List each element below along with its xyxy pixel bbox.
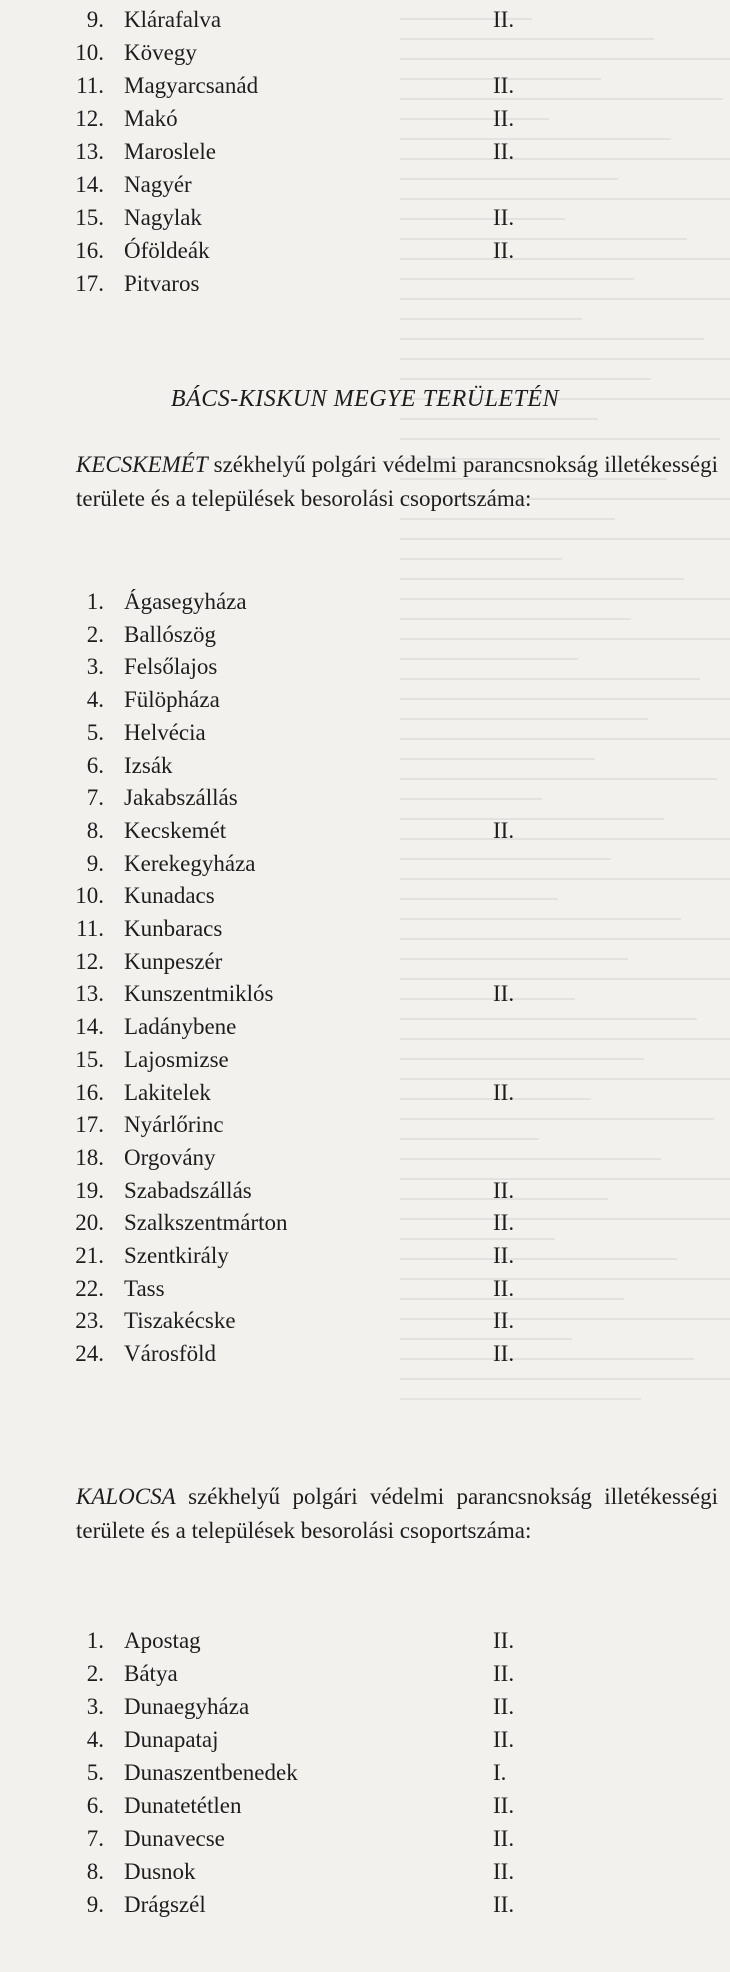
settlement-name: Kunpeszér <box>124 948 223 974</box>
settlement-name: Dusnok <box>124 1859 196 1884</box>
item-number: 1. <box>86 1628 104 1653</box>
item-number: 19. <box>75 1177 104 1203</box>
settlement-name: Makó <box>124 106 178 131</box>
item-number: 12. <box>75 948 104 974</box>
group-number: II. <box>493 73 515 98</box>
item-number: 7. <box>86 785 104 811</box>
item-number: 5. <box>86 1760 104 1785</box>
item-number: 16. <box>75 1079 104 1105</box>
settlement-name: Szentkirály <box>124 1243 229 1268</box>
settlement-name: Kerekegyháza <box>124 850 256 876</box>
item-number: 17. <box>75 1112 104 1138</box>
settlement-name: Ladánybene <box>124 1014 237 1040</box>
settlement-name: Dunaegyháza <box>124 1694 250 1719</box>
item-number: 13. <box>75 981 104 1007</box>
group-number: II. <box>493 1793 515 1818</box>
settlement-name: Izsák <box>124 752 173 778</box>
group-number: II. <box>493 1275 515 1301</box>
settlement-name: Kunszentmiklós <box>124 981 274 1007</box>
item-number: 12. <box>75 106 104 131</box>
group-number: II. <box>493 1308 515 1334</box>
settlement-name: Nyárlőrinc <box>124 1112 224 1138</box>
settlement-name: Fülöpháza <box>124 687 220 713</box>
settlement-name: Városföld <box>124 1341 216 1367</box>
item-number: 8. <box>86 817 104 843</box>
settlement-name: Klárafalva <box>124 7 222 32</box>
kecskemet-intro <box>76 448 718 516</box>
item-number: 24. <box>75 1341 104 1367</box>
kecskemet-city-name: KECSKEMÉT <box>76 452 208 477</box>
settlement-name: Kunbaracs <box>124 916 223 941</box>
item-number: 22. <box>75 1275 104 1301</box>
item-number: 6. <box>86 752 104 778</box>
group-number: II. <box>493 1694 515 1719</box>
group-number: II. <box>493 238 515 263</box>
item-number: 10. <box>75 883 104 909</box>
group-number: II. <box>493 1079 515 1105</box>
settlement-name: Lajosmizse <box>124 1046 229 1072</box>
group-number: II. <box>493 1210 515 1236</box>
item-number: 14. <box>75 1014 104 1040</box>
group-number: II. <box>493 1341 515 1367</box>
settlement-name: Dunavecse <box>124 1826 225 1851</box>
item-number: 13. <box>75 139 104 164</box>
settlement-name: Helvécia <box>124 719 206 745</box>
settlement-name: Ágasegyháza <box>124 589 247 614</box>
item-number: 9. <box>86 850 104 876</box>
item-number: 8. <box>86 1859 104 1884</box>
item-number: 11. <box>76 73 104 98</box>
item-number: 11. <box>76 916 104 941</box>
item-number: 7. <box>86 1826 104 1851</box>
group-number: II. <box>493 205 515 230</box>
group-number: II. <box>493 1859 515 1884</box>
kalocsa-intro <box>76 1480 718 1548</box>
settlement-name: Dunaszentbenedek <box>124 1760 298 1785</box>
bleed-through-text <box>400 0 730 1972</box>
group-number: II. <box>493 139 515 164</box>
settlement-name: Bátya <box>124 1661 178 1686</box>
settlement-name: Szabadszállás <box>124 1177 252 1203</box>
item-number: 2. <box>86 621 104 647</box>
group-number: II. <box>493 1243 515 1268</box>
item-number: 21. <box>75 1243 104 1268</box>
item-number: 16. <box>75 238 104 263</box>
settlement-name: Apostag <box>124 1628 201 1653</box>
group-number: II. <box>493 1826 515 1851</box>
settlement-name: Nagylak <box>124 205 202 230</box>
group-number: II. <box>493 981 515 1007</box>
item-number: 18. <box>75 1144 104 1170</box>
item-number: 5. <box>86 719 104 745</box>
settlement-name: Kövegy <box>124 40 197 65</box>
item-number: 2. <box>86 1661 104 1686</box>
item-number: 9. <box>86 1892 104 1917</box>
item-number: 3. <box>86 654 104 680</box>
item-number: 17. <box>75 271 104 296</box>
kalocsa-intro-text: székhelyű polgári védelmi parancsnokság illetékességi területe és a települések besorolási csoportszáma: <box>76 1484 718 1543</box>
group-number: II. <box>493 1727 515 1752</box>
item-number: 15. <box>75 205 104 230</box>
settlement-name: Tass <box>124 1275 165 1301</box>
settlement-name: Nagyér <box>124 172 192 197</box>
settlement-name: Felsőlajos <box>124 654 218 680</box>
group-number: II. <box>493 817 515 843</box>
settlement-name: Kecskemét <box>124 817 227 843</box>
item-number: 15. <box>75 1046 104 1072</box>
settlement-name: Orgovány <box>124 1144 216 1170</box>
county-heading: BÁCS-KISKUN MEGYE TERÜLETÉN <box>170 386 560 412</box>
group-number: II. <box>493 1628 515 1653</box>
settlement-name: Maroslele <box>124 139 216 164</box>
item-number: 23. <box>75 1308 104 1334</box>
group-number: II. <box>493 1892 515 1917</box>
group-number: II. <box>493 1177 515 1203</box>
settlement-name: Jakabszállás <box>124 785 238 811</box>
item-number: 1. <box>86 589 104 614</box>
item-number: 4. <box>86 687 104 713</box>
kecskemet-intro-text: székhelyű polgári védelmi parancsnokság illetékességi területe és a települések besorolási csoportszáma: <box>76 452 718 511</box>
settlement-name: Szalkszentmárton <box>124 1210 288 1236</box>
settlement-name: Magyarcsanád <box>124 73 259 98</box>
group-number: I. <box>493 1760 507 1785</box>
settlement-name: Lakitelek <box>124 1079 211 1105</box>
settlement-name: Ballószög <box>124 621 216 647</box>
item-number: 20. <box>75 1210 104 1236</box>
item-number: 3. <box>86 1694 104 1719</box>
settlement-name: Drágszél <box>124 1892 206 1917</box>
settlement-name: Kunadacs <box>124 883 215 909</box>
settlement-name: Dunapataj <box>124 1727 219 1752</box>
item-number: 4. <box>86 1727 104 1752</box>
kalocsa-city-name: KALOCSA <box>76 1484 176 1509</box>
item-number: 14. <box>75 172 104 197</box>
group-number: II. <box>493 106 515 131</box>
item-number: 10. <box>75 40 104 65</box>
group-number: II. <box>493 7 515 32</box>
settlement-name: Dunatetétlen <box>124 1793 242 1818</box>
group-number: II. <box>493 1661 515 1686</box>
settlement-name: Tiszakécske <box>124 1308 236 1334</box>
item-number: 6. <box>86 1793 104 1818</box>
settlement-name: Pitvaros <box>124 271 200 296</box>
settlement-name: Óföldeák <box>124 238 210 263</box>
item-number: 9. <box>86 7 104 32</box>
